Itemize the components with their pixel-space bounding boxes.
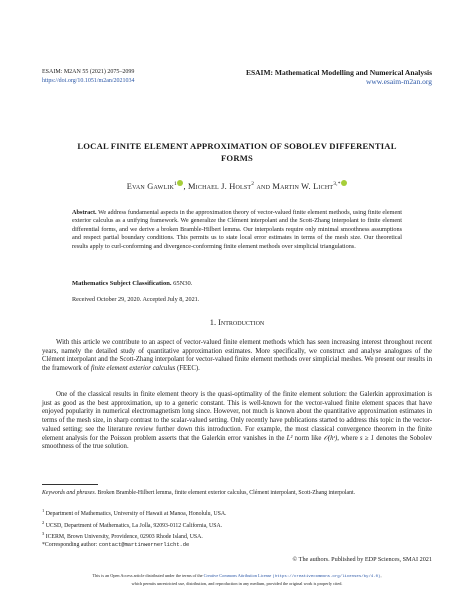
msc-classification: [72, 280, 192, 287]
header-citation-block: [42, 68, 135, 86]
abstract-label: Abstract.: [72, 209, 97, 216]
affiliation-mark: 3: [42, 531, 45, 537]
affiliation-item: [42, 530, 227, 542]
authors-and: and: [256, 182, 271, 191]
abstract-text: We address fundamental aspects in the approximation theory of vector-valued finite element methods, using finite element exterior calculus as a unifying framework. We generalize the Clément interpolant and the Scott-Zhang interpolant to finite element differential forms, and we derive a broken Bramble-Hilbert lemma. Our interpolants require only minimal smoothness assumptions and respect partial boundary conditions. This permits us to state local error estimates in terms of the mesh size. Our theoretical results apply to curl-conforming and divergence-conforming finite element methods over simplicial triangulations.: [72, 209, 403, 250]
section-heading: [0, 318, 474, 327]
author-name: Michael J. Holst: [188, 182, 252, 191]
author-mark: 3,*: [333, 181, 341, 188]
p1-text-b: (FEEC).: [176, 365, 200, 373]
affiliation-text: UCSD, Department of Mathematics, La Jolla, 92093-0112 California, USA.: [45, 522, 223, 529]
corresponding-author: [42, 542, 227, 550]
footnote-divider: [42, 484, 98, 485]
p2-s: s ≥ 1: [359, 434, 375, 442]
intro-paragraph-2: [42, 391, 432, 452]
affiliation-mark: 1: [42, 508, 45, 513]
affiliation-item: [42, 519, 227, 531]
title-line-2: FORMS: [220, 153, 254, 163]
corresponding-email-link[interactable]: contact@martinwernerlicht.de: [98, 541, 190, 548]
p2-text-a: One of the classical results in finite element theory is the quasi-optimality of the finite element solution: the Galerkin approximation is just as good as the best approximation, up to a generic constant. This is well-known for the vector-valued finite element spaces that have enjoyed popularity in numerical electromagnetism long since. However, not much is known about the quantitative approximation estimates in terms of the mesh size, in sharp contrast to the scalar-valued setting. Only recently have publications started to address this topic in the vector-valued setting; see the literature review further down this introduction. For example, the most classical convergence theorem in the finite element analysis for the Poisson problem asserts that the Galerkin error vanishes in the: [42, 391, 432, 442]
license-link[interactable]: Creative Commons Attribution License: [203, 573, 272, 578]
journal-name: ESAIM: Mathematical Modelling and Numerical Analysis: [245, 68, 432, 77]
affiliation-text: Department of Mathematics, University of Hawaii at Manoa, Honolulu, USA.: [45, 510, 227, 517]
citation: ESAIM: M2AN 55 (2021) 2075–2099: [42, 69, 135, 75]
title-line-1: LOCAL FINITE ELEMENT APPROXIMATION OF SOBOLEV DIFFERENTIAL: [77, 141, 397, 151]
author-name: Evan Gawlik: [126, 182, 174, 191]
author-mark: 1: [173, 181, 177, 188]
p2-text-d: denotes the Sobolev smoothness of the true solution.: [42, 434, 432, 451]
p1-emphasis: finite element exterior calculus: [90, 365, 176, 373]
license-url-link[interactable]: (https://creativecommons.org/licenses/by/4.0): [272, 575, 381, 579]
affiliation-text: ICERM, Brown University, Providence, 02903 Rhode Island, USA.: [45, 533, 203, 540]
p2-big-o: 𝒪(hˢ): [323, 434, 338, 442]
orcid-icon[interactable]: [341, 180, 347, 186]
section-title: Introduction: [218, 318, 265, 327]
affiliation-item: [42, 507, 227, 519]
author-name: Martin W. Licht: [272, 182, 334, 191]
intro-paragraph-1: [42, 339, 432, 374]
section-number: 1.: [209, 318, 217, 327]
license-line-1: [0, 573, 474, 581]
p2-text-b: norm like: [294, 434, 322, 442]
license-notice: [0, 573, 474, 586]
p2-text-c: , where: [337, 434, 358, 442]
msc-label: Mathematics Subject Classification.: [72, 280, 172, 287]
copyright-notice: © The authors. Published by EDP Sciences, SMAI 2021: [292, 556, 432, 563]
author-list: Evan Gawlik$^1$ , Michael J. Holst$^2$ and Martin W. Licht$^{3,*}$: [0, 180, 474, 191]
corresponding-label: *Corresponding author:: [42, 541, 98, 548]
keywords: [42, 490, 432, 498]
msc-value: 65N30.: [173, 280, 193, 287]
article-title: [0, 140, 474, 164]
license-text-a: This is an Open Access article distributed under the terms of the: [92, 573, 203, 578]
p1-text-a: With this article we contribute to an aspect of vector-valued finite element methods which has seen increasing interest throughout recent years, namely the detailed study of quantitative approximation estimates. More specifically, we construct and analyse analogues of the Clément interpolant and the Scott-Zhang interpolant for vector-valued finite element methods over simplicial meshes. We present our results in the framework of: [42, 339, 432, 373]
affiliations: [42, 507, 227, 549]
license-line-2: which permits unrestricted use, distribution, and reproduction in any medium, provided the original work is properly cited.: [131, 580, 343, 586]
doi-link[interactable]: https://doi.org/10.1051/m2an/2021034: [42, 78, 135, 84]
header-journal-block: [246, 68, 432, 86]
abstract: [72, 209, 402, 251]
author-mark: 2: [251, 181, 255, 188]
received-dates: Received October 29, 2020. Accepted July 8, 2021.: [72, 296, 200, 303]
p2-l2: L²: [286, 434, 293, 442]
orcid-icon[interactable]: [177, 180, 183, 186]
keywords-label: Keywords and phrases.: [42, 490, 97, 496]
license-text-b: ,: [380, 573, 382, 578]
journal-url-link[interactable]: www.esaim-m2an.org: [365, 77, 432, 86]
keywords-text: Broken Bramble-Hilbert lemma, finite element exterior calculus, Clément interpolant, Scott-Zhang interpolant.: [97, 490, 356, 496]
affiliation-mark: 2: [42, 519, 45, 525]
